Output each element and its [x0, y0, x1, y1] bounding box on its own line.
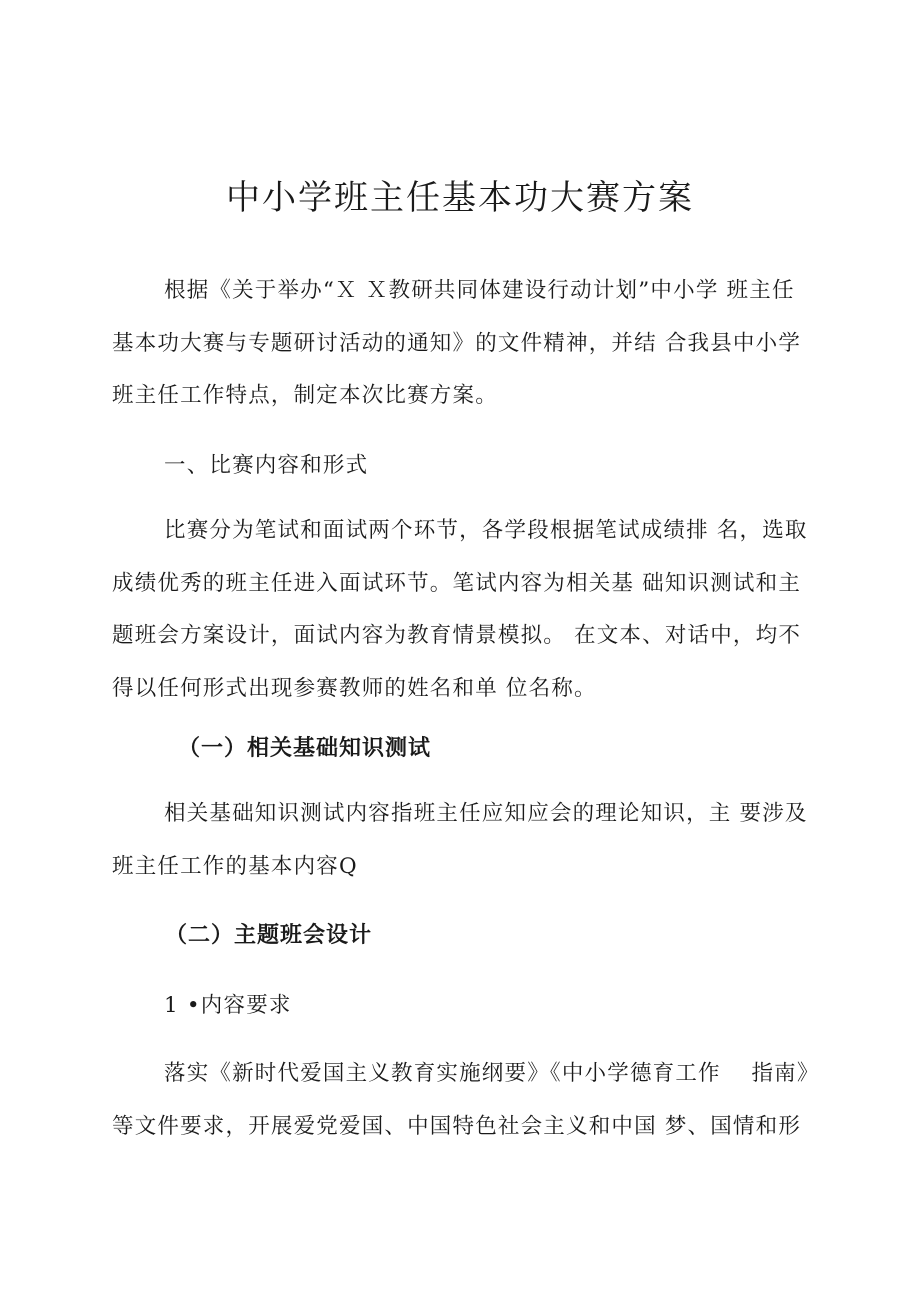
section1-paragraph	[112, 505, 812, 715]
sub1-paragraph	[112, 788, 812, 893]
item1-paragraph	[112, 1048, 820, 1153]
paragraph-line: 落实《新时代爱国主义教育实施纲要》《中小学德育工作 指南》	[164, 1061, 820, 1086]
document-title: 中小学班主任基本功大赛方案	[226, 178, 694, 218]
section-heading: 一、比赛内容和形式	[164, 453, 369, 478]
paragraph-line: 成绩优秀的班主任进入面试环节。笔试内容为相关基 础知识测试和主	[112, 570, 802, 596]
subsection-heading: （一）相关基础知识测试	[178, 736, 432, 761]
paragraph-line: 班主任工作特点，制定本次比赛方案。	[112, 383, 498, 408]
paragraph-line: 得以任何形式出现参赛教师的姓名和单 位名称。	[112, 675, 597, 701]
paragraph-line: 相关基础知识测试内容指班主任应知应会的理论知识，主 要涉及	[164, 801, 808, 826]
paragraph-line: 基本功大赛与专题研讨活动的通知》的文件精神，并结 合我县中小学	[112, 330, 802, 356]
paragraph-line: 比赛分为笔试和面试两个环节，各学段根据笔试成绩排 名，选取	[164, 518, 808, 543]
subsection-heading: （二）主题班会设计	[165, 923, 373, 948]
paragraph-line: 根据《关于举办“Ｘ Ｘ教研共同体建设行动计划”中小学 班主任	[164, 278, 795, 303]
item-heading: 1 •内容要求	[164, 993, 292, 1018]
paragraph-line: 题班会方案设计，面试内容为教育情景模拟。 在文本、对话中，均不	[112, 623, 802, 648]
paragraph-line: 等文件要求，开展爱党爱国、中国特色社会主义和中国 梦、国情和形	[112, 1113, 802, 1139]
intro-paragraph	[112, 265, 812, 423]
paragraph-line: 班主任工作的基本内容Q	[112, 853, 358, 879]
